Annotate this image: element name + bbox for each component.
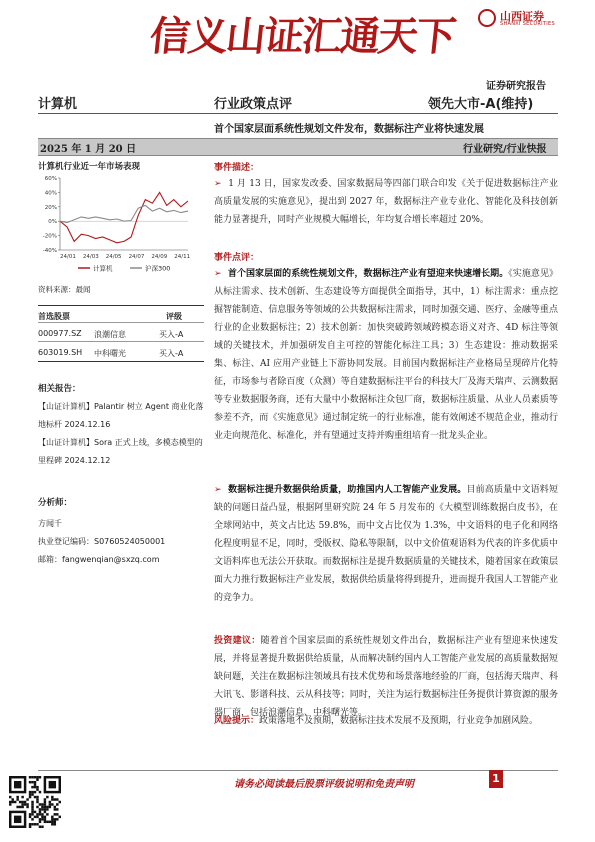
x-tick-label: 24/11	[174, 254, 191, 260]
page-number: 1	[489, 770, 503, 788]
stock-code: 603019.SH	[38, 348, 83, 357]
risk-warning-paragraph	[214, 712, 558, 730]
industry-name: 计算机	[38, 97, 78, 112]
related-report-item[interactable]: 【山证计算机】Sora 正式上线，多模态模型的里程碑 2024.12.12	[38, 438, 203, 465]
related-reports-label: 相关报告：	[38, 384, 81, 394]
investment-advice-paragraph	[214, 632, 558, 722]
y-tick-label: 60%	[44, 176, 57, 182]
x-tick-label: 24/07	[128, 254, 145, 260]
stocks-header-rule	[38, 322, 204, 323]
stock-code: 000977.SZ	[38, 329, 82, 338]
legend-label: 沪深300	[145, 264, 171, 273]
event-description-paragraph	[214, 175, 558, 229]
stocks-header-name: 首选股票	[38, 312, 70, 321]
document-type: 行业政策点评	[214, 97, 293, 112]
legend-label: 计算机	[93, 264, 113, 273]
y-tick-label: 20%	[44, 204, 57, 211]
event-description-text: 1 月 13 日，国家发改委、国家数据局等四部门联合印发《关于促进数据标注产业高质量发展的实施意见》，提出到 2027 年，数据标注产业专业化、智能化及科技创新能力显著提升，同时产业规模大幅增长，年均复合增长率超过 20%。	[214, 179, 559, 225]
logo-text-cn: 山西证券	[500, 10, 544, 23]
qr-code-icon	[9, 776, 61, 828]
footer-divider	[38, 770, 558, 771]
stocks-top-rule	[38, 305, 204, 306]
comment-2-text: 目前高质量中文语料短缺的问题日益凸显，根据阿里研究院 24 年 5 月发布的《大模型训练数据白皮书》，在全球网站中，英文占比达 59.8%，而中文占比仅为 1.3%，中文语料的电子化和网络化程度明显不足，同时，受版权、隐私等限制，以中文价值观语料为代表的许多优质中文语料库也无法公开获取。而数据标注是提升数据质量的关键技术，随着国家在政策层面大力推行数据标注产业发展，数据供给质量将得到提升，进而提升我国人工智能产业的竞争力。	[214, 485, 558, 603]
y-tick-label: -40%	[42, 248, 57, 254]
industry-rating: 领先大市-A(维持)	[428, 97, 534, 112]
header-slogan: 信义山证汇通天下	[147, 13, 457, 60]
logo-text-en: SHANXI SECURITIES	[500, 21, 555, 27]
x-tick-label: 24/09	[151, 254, 168, 260]
bullet-arrow-icon: ➢	[214, 179, 229, 189]
chart-source: 资料来源：最闻	[38, 285, 91, 294]
investment-advice-text: 随着首个国家层面的系统性规划文件出台，数据标注产业有望迎来快速发展，并将显著提升数据供给质量，从而解决制约国内人工智能产业发展的高质量数据短缺问题，关注在数据标注领域具有技术优势和场景落地经验的厂商，包括海天瑞声、科大讯飞、影谱科技、云从科技等；同时，关注为运行数据标注任务提供计算资源的服务器厂商，包括浪潮信息、中科曙光等。	[214, 636, 558, 718]
y-tick-label: 0%	[48, 219, 57, 226]
stock-name: 浪潮信息	[94, 330, 126, 339]
header-divider	[38, 113, 558, 114]
comment-1-heading: 首个国家层面的系统性规划文件，数据标注产业有望迎来快速增长期。	[227, 269, 509, 279]
comment-paragraph-2	[214, 481, 558, 607]
logo-emblem-icon	[478, 9, 496, 27]
comment-paragraph-1	[214, 265, 558, 445]
series-line	[60, 205, 188, 222]
report-date: 2025 年 1 月 20 日	[40, 144, 137, 155]
bullet-arrow-icon: ➢	[214, 269, 228, 279]
comment-2-heading: 数据标注提升数据供给质量，助推国内人工智能产业发展。	[228, 485, 467, 495]
stocks-bottom-rule	[38, 361, 204, 362]
chart-title: 计算机行业近一年市场表现	[38, 162, 141, 172]
stock-rating: 买入-A	[159, 330, 184, 339]
analyst-label: 分析师：	[38, 498, 73, 508]
x-tick-label: 24/01	[60, 254, 76, 260]
report-category: 行业研究/行业快报	[463, 144, 547, 155]
stock-name: 中科曙光	[94, 349, 126, 358]
investment-advice-label: 投资建议：	[214, 636, 261, 646]
x-tick-label: 24/03	[82, 254, 99, 260]
comment-1-text: 《实施意见》从标注需求、技术创新、生态建设等方面提供全面指导，其中，1）标注需求：重点挖掘智能制造、信息服务等领域的公共数据标注需求，同时加强交通、医疗、金融等重点行业的企业数据标注；2）技术创新：加快突破跨领域跨模态语义对齐、4D 标注等领域的关键技术，并加强研发自主可控的智能化标注工具；3）生态建设：推动数据采集、标注、AI 应用产业链上下游协同发展。目前国内数据标注产业格局呈现碎片化特征，市场参与者除百度（众测）等自建数据标注平台的科技大厂及海天瑞声、云测数据等专业数据服务商，还有大量中小数据标注众包厂商，数据标注质量、从业人员素质等参差不齐，而《实施意见》通过制定统一的行业标准，能有效阐述不规范企业，推动行业走向规范化、标准化，并有望通过支持并购重组培育一批龙头企业。	[214, 269, 558, 441]
analyst-email[interactable]: 邮箱：fangwenqian@sxzq.com	[38, 555, 160, 564]
footer-disclaimer[interactable]: 请务必阅读最后股票评级说明和免责声明	[234, 779, 414, 790]
related-report-item[interactable]: 【山证计算机】Palantir 树立 Agent 商业化落地标杆 2024.12.16	[38, 402, 204, 429]
report-headline: 首个国家层面系统性规划文件发布，数据标注产业将快速发展	[214, 124, 484, 135]
x-tick-label: 24/05	[105, 254, 122, 260]
event-description-title: 事件描述：	[214, 163, 260, 173]
y-tick-label: -20%	[42, 233, 57, 240]
analyst-cert: 执业登记编码：S0760524050001	[38, 537, 166, 546]
report-type: 证券研究报告	[486, 81, 546, 92]
market-performance-chart	[38, 172, 202, 280]
company-logo	[478, 8, 588, 30]
analyst-name: 方闻千	[38, 519, 62, 528]
event-comment-title: 事件点评：	[214, 253, 260, 263]
risk-warning-label: 风险提示：	[214, 716, 260, 726]
stocks-header-rating: 评级	[166, 312, 182, 321]
bullet-arrow-icon: ➢	[214, 485, 229, 495]
y-tick-label: 40%	[44, 190, 57, 197]
stock-rating: 买入-A	[159, 349, 184, 358]
risk-warning-text: 政策落地不及预期，数据标注技术发展不及预期，行业竞争加剧风险。	[259, 716, 539, 726]
stocks-row-rule	[38, 341, 204, 342]
